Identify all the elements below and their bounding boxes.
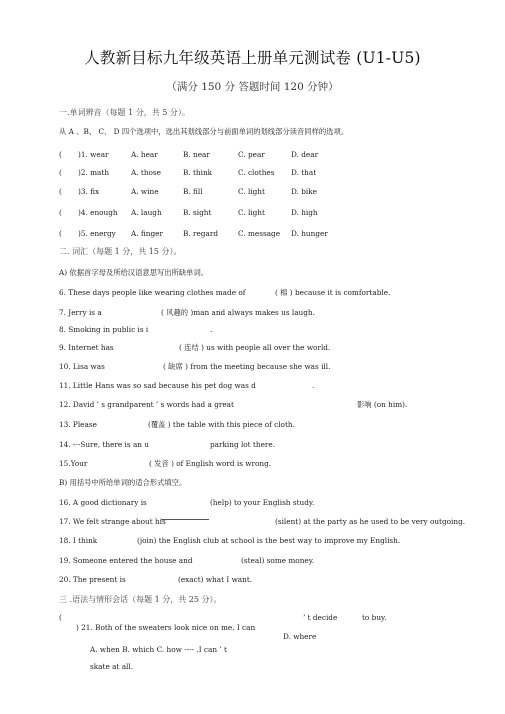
q1-option-d: D. dear [291,150,319,159]
question-7-part2: ( 风趣的 )man and always makes us laugh. [161,308,315,317]
question-13-part1: 13. Please [59,420,97,429]
question-18-part2: (join) the English club at school is the best way to improve my English. [137,536,401,545]
q1-question-word: )1. wear [78,150,109,159]
section1-heading: 一.单词辨音（每题 1 分，共 5 分）。 [59,108,190,117]
q5-option-b: B. regard [183,229,218,238]
q2-option-d: D. that [291,168,317,177]
question-8-part1: 8. Smoking in public is i [59,325,149,334]
question-6-part1: 6. These days people like wearing clothes made of [59,288,246,297]
answer-blank[interactable] [161,511,209,520]
q3-option-c: C. light [238,187,265,196]
q4-option-b: B. sight [183,208,212,217]
q4-option-c: C. light [238,208,265,217]
section2-partA: A) 依据首字母及所给汉语意思写出所缺单词。 [59,268,209,277]
question-20-part1: 20. The present is [59,575,126,584]
question-21-right-a: ’ t decide [303,613,338,622]
question-11-part2: . [312,381,315,390]
q2-option-c: C. clothes [238,168,275,177]
question-21-options: A. when B. which C. how ---- .I can ’ t [90,645,227,654]
q2-option-b: B. think [183,168,213,177]
question-21-paren: ( [59,613,62,622]
question-17-part1: 17. We felt strange about his [59,517,166,526]
q2-paren: ( [59,168,62,177]
q1-option-c: C. pear [238,150,265,159]
q2-option-a: A. those [131,168,161,177]
question-21-right-b: to buy. [362,613,387,622]
question-19-part2: (steal) some money. [241,556,315,565]
page-subtitle: （满分 150 分 答题时间 120 分钟） [166,81,339,93]
section3-heading: 三 .语法与情形会话（每题 1 分，共 25 分）。 [59,595,222,604]
q4-question-word: )4. enough [78,208,118,217]
q1-option-a: A. hear [131,150,158,159]
section2-heading: 二. 词汇（每题 1 分，共 15 分）。 [59,247,182,256]
q3-paren: ( [59,187,62,196]
question-13-part2: (覆盖 ) the table with this piece of cloth. [148,420,295,429]
question-10-part2: ( 缺席 ) from the meeting because she was ill. [163,362,331,371]
q1-option-b: B. near [183,150,210,159]
question-11-part1: 11. Little Hans was so sad because his pet dog was d [59,381,256,390]
question-14-part1: 14. ---Sure, there is an u [59,440,150,449]
q3-option-a: A. wine [131,187,159,196]
question-14-part2: parking lot there. [210,440,276,449]
question-16-part2: (help) to your English study. [210,498,315,507]
question-18-part1: 18. I think [59,536,98,545]
question-20-part2: (exact) what I want. [178,575,253,584]
q5-option-a: A. finger [131,229,163,238]
question-9-part2: ( 连结 ) us with people all over the world. [179,343,331,352]
question-21-option-d: D. where [283,632,317,641]
q4-paren: ( [59,208,62,217]
question-16-part1: 16. A good dictionary is [59,498,147,507]
question-22-text: skate at all. [90,662,134,671]
q5-option-d: D. hunger [291,229,328,238]
question-7-part1: 7. Jerry is a [59,308,102,317]
question-9-part1: 9. Internet has [59,343,114,352]
q3-option-b: B. fill [183,187,203,196]
q5-question-word: )5. energy [78,229,116,238]
q3-question-word: )3. fix [78,187,100,196]
q3-option-d: D. bike [291,187,317,196]
question-12-part2: 影响 (on him). [357,400,408,409]
question-10-part1: 10. Lisa was [59,362,105,371]
q5-option-c: C. message [238,229,281,238]
question-21-text: ) 21. Both of the sweaters look nice on me. I can [76,623,256,632]
question-15-part2: ( 发音 ) of English word is wrong. [149,459,272,468]
q4-option-a: A. laugh [131,208,162,217]
question-8-part2: . [210,325,213,334]
q1-paren: ( [59,150,62,159]
question-19-part1: 19. Someone entered the house and [59,556,193,565]
q4-option-d: D. high [291,208,318,217]
q2-question-word: )2. math [78,168,110,177]
question-15-part1: 15.Your [59,459,88,468]
question-6-part2: ( 棉 ) because it is comfortable. [275,288,391,297]
question-17-part2: (silent) at the party as he used to be very outgoing. [275,517,466,526]
page-title: 人教新目标九年级英语上册单元测试卷 (U1-U5) [84,49,421,67]
section1-instruction: 从 A 、B、 C、 D 四个选项中，选出其划线部分与前面单词的划线部分读音同样的选项。 [59,127,349,136]
question-12-part1: 12. David ’ s grandparent ’ s words had a great [59,400,234,409]
q5-paren: ( [59,229,62,238]
section2-partB: B) 用括号中所给单词的适合形式填空。 [59,478,187,487]
